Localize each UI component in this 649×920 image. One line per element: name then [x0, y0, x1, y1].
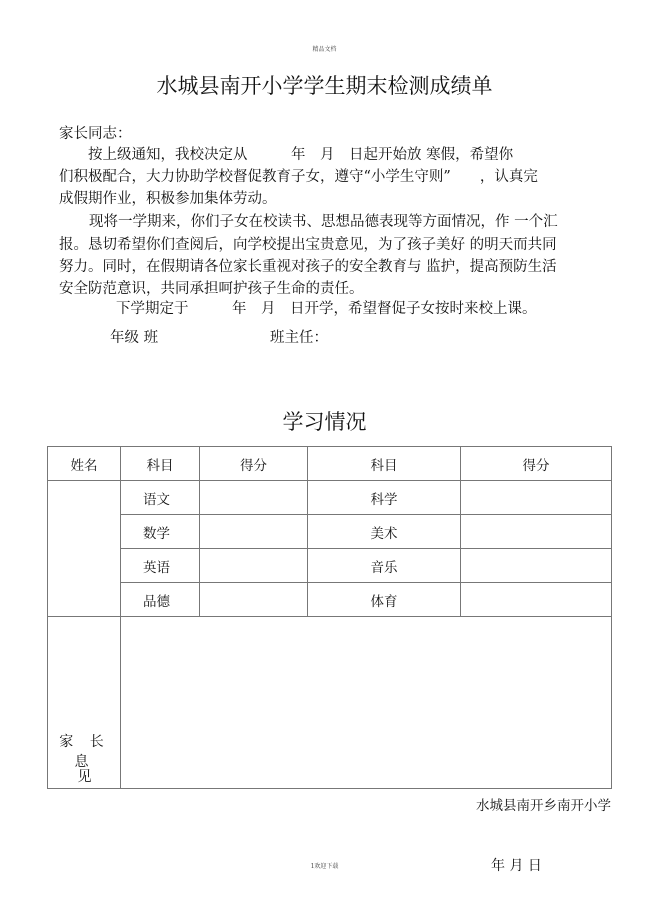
parent-opinion-field[interactable] — [121, 617, 612, 789]
table-row — [48, 583, 612, 617]
subject-cell: 体育 — [308, 583, 461, 617]
subject-cell: 美术 — [308, 515, 461, 549]
score-cell[interactable] — [200, 481, 308, 515]
page-title: 水城县南开小学学生期末检测成绩单 — [156, 74, 493, 98]
header-name: 姓名 — [48, 447, 121, 481]
score-cell[interactable] — [461, 583, 612, 617]
date-line: 年 月 日 — [491, 858, 542, 874]
subject-cell: 语文 — [121, 481, 200, 515]
score-cell[interactable] — [461, 549, 612, 583]
paragraph-2-line-3: 努力。同时，在假期请各位家长重视对孩子的安全教育与 监护，提高预防生活 — [59, 259, 557, 275]
greeting: 家长同志： — [59, 126, 132, 142]
subject-cell: 数学 — [121, 515, 200, 549]
subject-cell: 英语 — [121, 549, 200, 583]
section-title: 学习情况 — [282, 410, 367, 434]
class-line: 年级 班 — [110, 330, 159, 346]
paragraph-2-line-4: 安全防范意识，共同承担呵护孩子生命的责任。 — [59, 281, 364, 297]
paragraph-1-line-2: 们积极配合，大力协助学校督促教育子女，遵守“小学生守则” ，认真完 — [59, 169, 538, 185]
header-note: 精品文档 — [312, 46, 337, 53]
score-cell[interactable] — [200, 515, 308, 549]
score-cell[interactable] — [200, 583, 308, 617]
table-header-row — [48, 447, 612, 481]
score-table — [47, 446, 612, 789]
header-score-2: 得分 — [461, 447, 612, 481]
parent-opinion-label-line-2: 见 — [77, 769, 92, 785]
table-row — [48, 549, 612, 583]
footer-note: 1欢迎下载 — [310, 863, 339, 870]
parent-opinion-label-cell — [48, 617, 121, 789]
header-subject-2: 科目 — [308, 447, 461, 481]
score-cell[interactable] — [461, 481, 612, 515]
parent-opinion-label-line-1: 家 长 息 — [59, 734, 110, 770]
teacher-line: 班主任： — [270, 330, 328, 346]
paragraph-1-line-1: 按上级通知，我校决定从 年 月 日起开始放 寒假，希望你 — [88, 147, 514, 163]
paragraph-3: 下学期定于 年 月 日开学，希望督促子女按时来校上课。 — [116, 301, 537, 317]
subject-cell: 科学 — [308, 481, 461, 515]
header-score-1: 得分 — [200, 447, 308, 481]
paragraph-2-line-1: 现将一学期来，你们子女在校读书、思想品德表现等方面情况，作 一个汇 — [89, 214, 558, 230]
parent-opinion-row — [48, 617, 612, 789]
student-name-cell[interactable] — [48, 481, 121, 617]
paragraph-1-line-3: 成假期作业，积极参加集体劳动。 — [59, 191, 277, 207]
subject-cell: 品德 — [121, 583, 200, 617]
score-cell[interactable] — [200, 549, 308, 583]
table-row — [48, 481, 612, 515]
school-name: 水城县南开乡南开小学 — [476, 798, 611, 814]
score-cell[interactable] — [461, 515, 612, 549]
header-subject-1: 科目 — [121, 447, 200, 481]
paragraph-2-line-2: 报。恳切希望你们查阅后，向学校提出宝贵意见，为了孩子美好 的明天而共同 — [59, 237, 557, 253]
subject-cell: 音乐 — [308, 549, 461, 583]
table-row — [48, 515, 612, 549]
